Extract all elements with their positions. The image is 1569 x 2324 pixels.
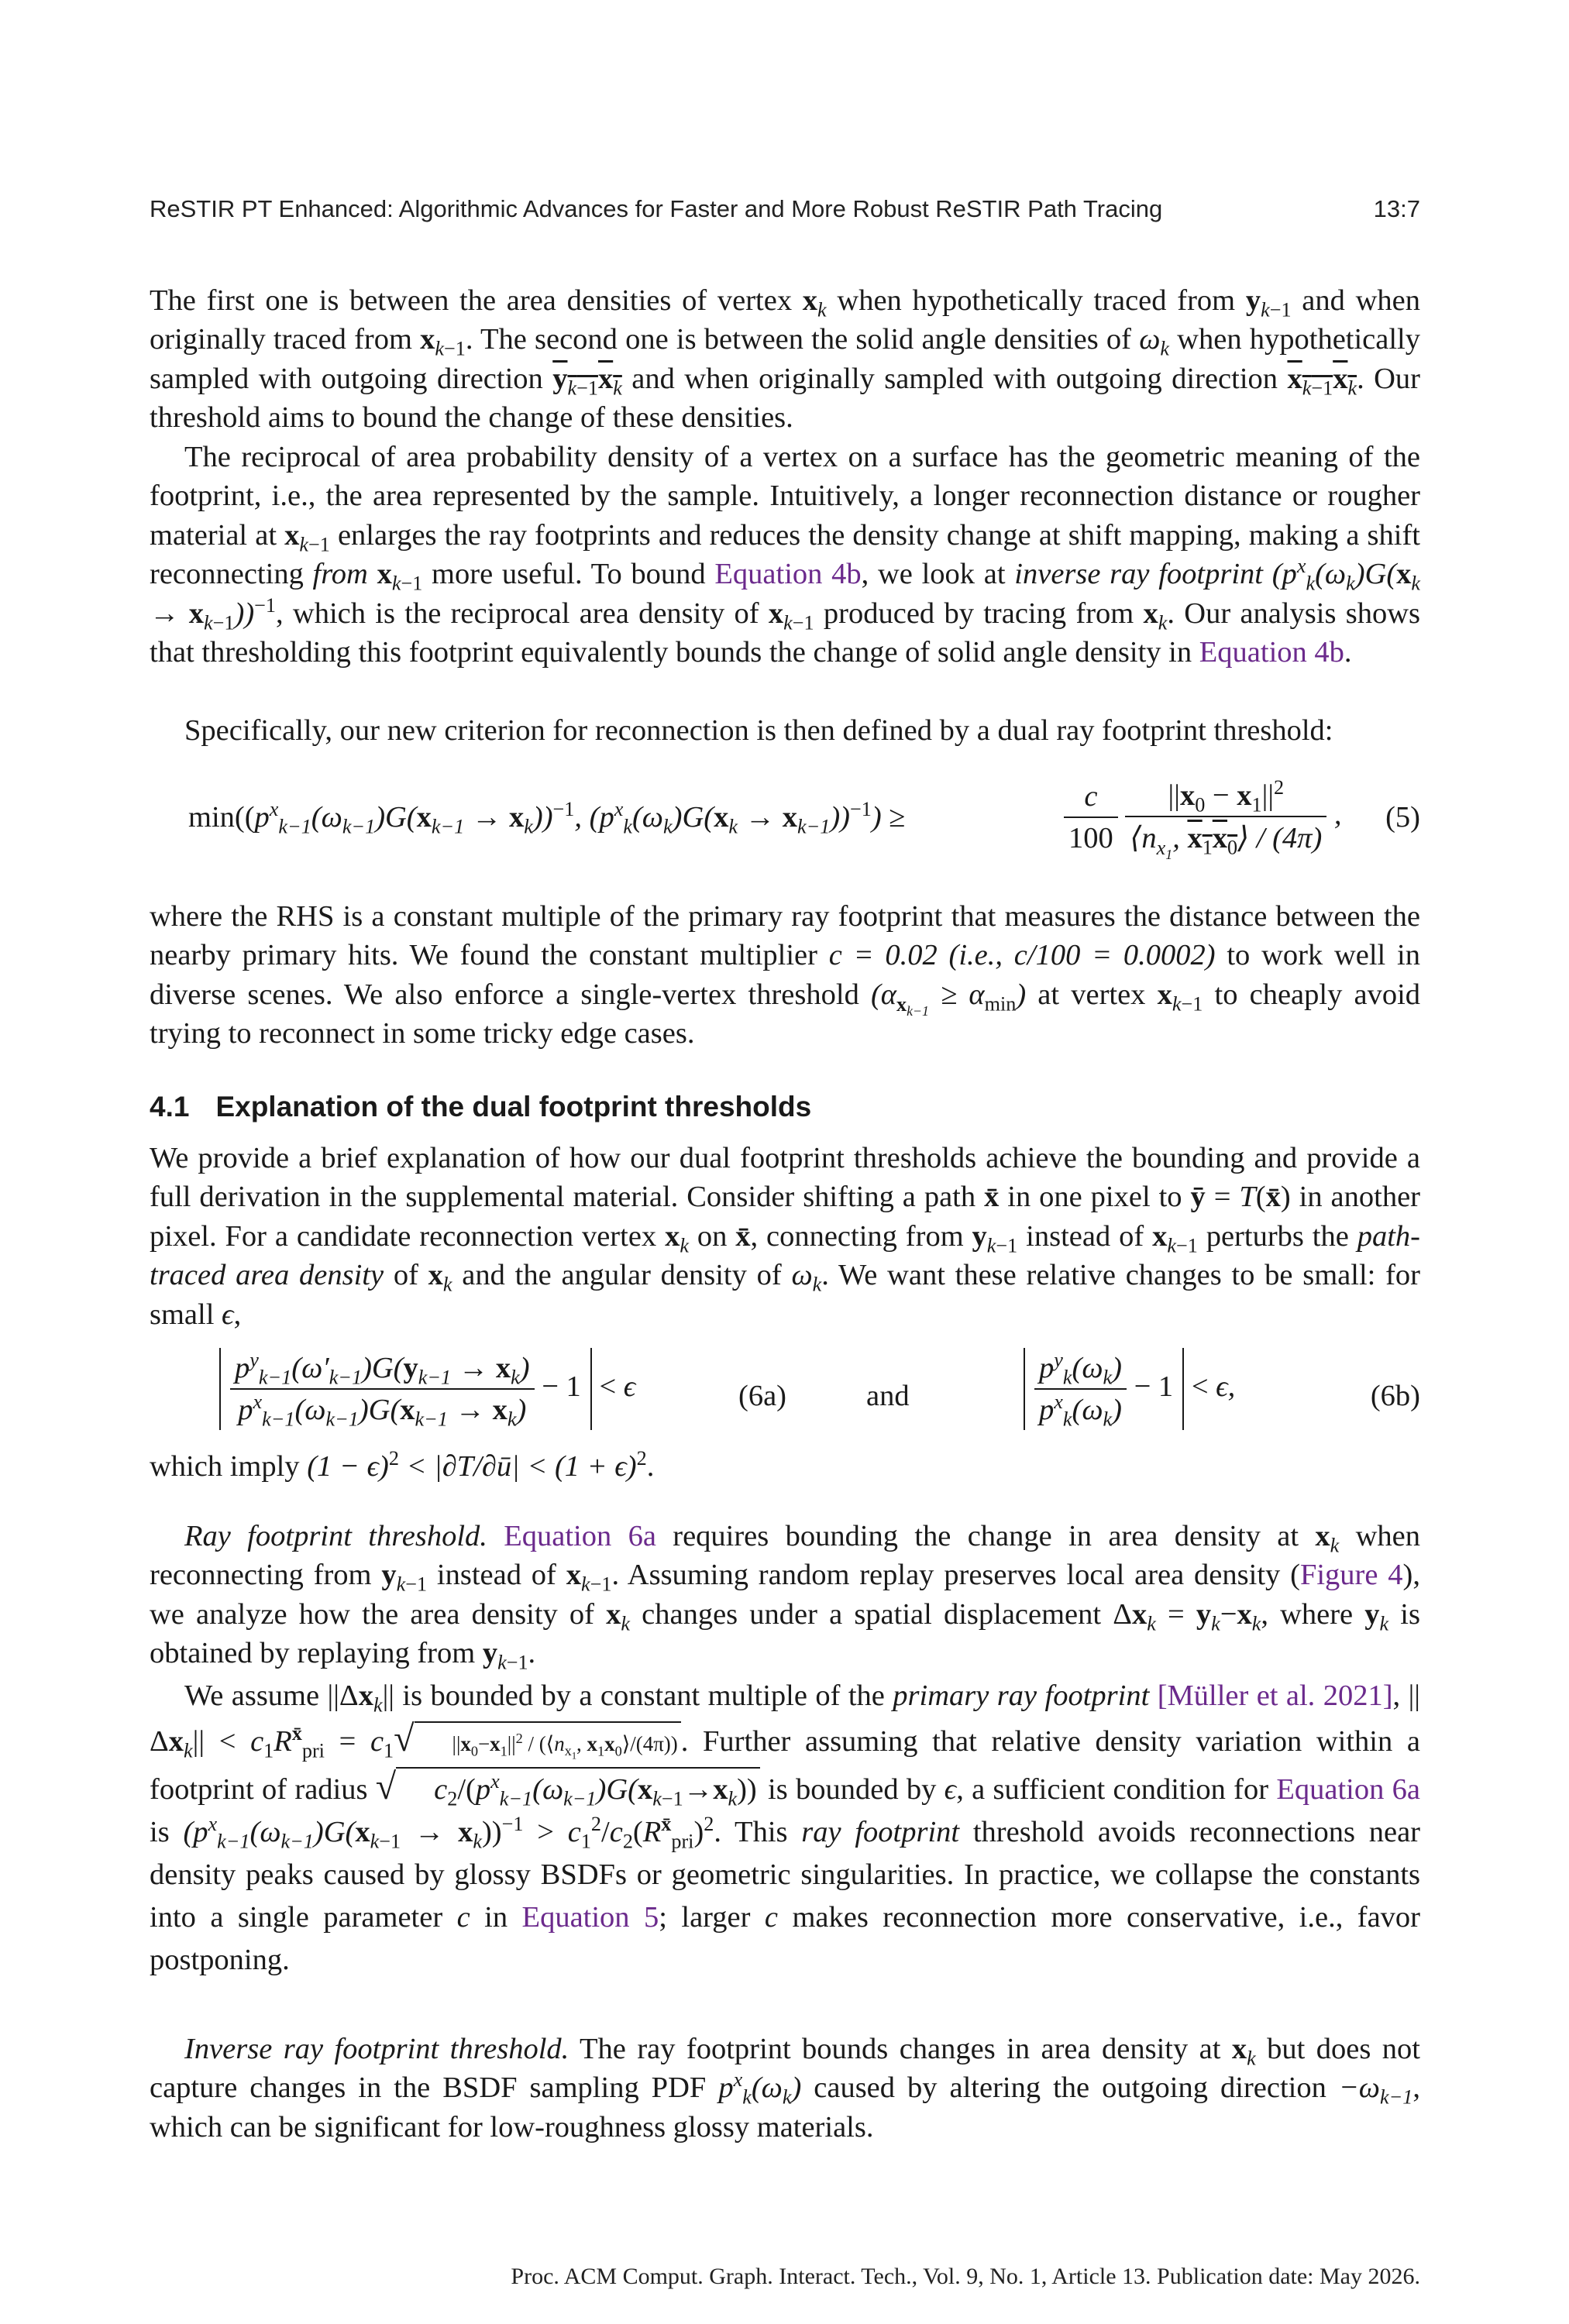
equation-4b-link[interactable]: Equation 4b [714,558,862,591]
equation-6b-number: (6b) [1370,1380,1420,1412]
page-footer: Proc. ACM Comput. Graph. Interact. Tech., Vol. 9, No. 1, Article 13. Publication date: May 2026. [511,2264,1420,2289]
equation-5-link[interactable]: Equation 5 [521,1901,659,1934]
paragraph-inverse-ray-footprint-threshold: Inverse ray footprint threshold. The ray footprint bounds changes in area density at $x_k$ but does not capture changes in the BSDF sampling PDF $p^x_k(\omega_k)$ caused by altering the outgoing direction $-\omega_{k-1}$, which can be significant for low-roughness glossy materials. [150,2033,1420,2144]
ray-footprint-title: Ray footprint threshold. [184,1520,487,1552]
section-heading [150,1091,811,1123]
inverse-ray-footprint-title: Inverse ray footprint threshold. [184,2033,569,2065]
figure-4-link[interactable]: Figure 4 [1299,1559,1403,1592]
equation-6a-number: (6a) [738,1380,786,1412]
paragraph-rhs: where the RHS is a constant multiple of the primary ray footprint that measures the distance between the nearby primary hits. We found the constant multiplier c = 0.02 (i.e., c/100 = 0.0002) to work well in diverse scenes. We also enforce a single-vertex threshold $(\alpha_{x_{k-1}} \ge \alpha_{min})$ at vertex $x_{k-1}$ to cheaply avoid trying to reconnect in some tricky edge cases. [150,900,1421,1050]
equation-5-number: (5) [1385,801,1420,834]
citation-muller-2021[interactable]: [Müller et al. 2021] [1157,1679,1393,1712]
equation-6a-link[interactable]: Equation 6a [504,1520,656,1552]
paragraph-assumption: We assume $||\Delta x_k||$ is bounded by a constant multiple of the primary ray footprint [Müller et al. 2021], $||\Delta x_k|| < c_1R^{x̄}_{pri} = c_1√$ $||x_0-x_1||^2$ / ($⟨n_{x_1}$, $x_1x_0⟩/(4\pi)$) . Further assuming that relative density variation within a footprint of radius √ $c_2/(p^x_{k-1}(\omega_{k-1})G(x_{k-1}\to x_k))$ is bounded by ϵ, a sufficient condition for Equation 6a is $(p^x_{k-1}(\omega_{k-1})G(x_{k-1} \to x_k))^{-1} > c_1^2/c_2(R^{x̄}_{pri})^2$. This ray footprint threshold avoids reconnections near density peaks caused by glossy BSDFs or geometric singularities. In practice, we collapse the constants into a single parameter c in Equation 5; larger c makes reconnection more conservative, i.e., favor postponing. [150,1679,1421,1976]
section-number: 4.1 [150,1091,190,1122]
paragraph-criterion: Specifically, our new criterion for reconnection is then defined by a dual ray footprint threshold: [184,714,1333,747]
page-reference: 13:7 [1373,195,1420,222]
paragraph-explanation: We provide a brief explanation of how our dual footprint thresholds achieve the bounding and provide a full derivation in the supplemental material. Consider shifting a path x̄ in one pixel to ȳ = T(x̄) in another pixel. For a candidate reconnection vertex $x_k$ on x̄, connecting from $y_{k-1}$ instead of $x_{k-1}$ perturbs the path-traced area density of $x_k$ and the angular density of $\omega_k$. We want these relative changes to be small: for small ϵ, [150,1142,1421,1331]
running-header [150,195,1420,223]
paragraph-implication: which imply $(1 - \epsilon)^2$ < |∂T/∂ū| < $(1 + \epsilon)^2$. [150,1447,655,1483]
running-title: ReSTIR PT Enhanced: Algorithmic Advances for Faster and More Robust ReSTIR Path Tracing [150,195,1163,222]
equation-4b-link-2[interactable]: Equation 4b [1199,636,1344,669]
equation-6-and: and [866,1380,910,1412]
section-title: Explanation of the dual footprint thresholds [215,1091,812,1122]
equation-6a-link-2[interactable]: Equation 6a [1276,1773,1420,1806]
paragraph-density-ratios: The first one is between the area densities of vertex $x_k$ when hypothetically traced from $y_{k-1}$ and when originally traced from $x_{k-1}$. The second one is between the solid angle densities of $\omega_k$ when hypothetically sampled with outgoing direction $y_{k-1}x_k$ and when originally sampled with outgoing direction $x_{k-1}x_k$. Our threshold aims to bound the change of these densities. [150,284,1421,435]
paragraph-footprint-meaning: The reciprocal of area probability density of a vertex on a surface has the geometric meaning of the footprint, i.e., the area represented by the sample. Intuitively, a longer reconnection distance or rougher material at $x_{k-1}$ enlarges the ray footprints and reduces the density change at shift mapping, making a shift reconnecting from $x_{k-1}$ more useful. To bound Equation 4b, we look at inverse ray footprint $(p^x_k(\omega_k)G(x_k \to x_{k-1}))^{-1}$, which is the reciprocal area density of $x_{k-1}$ produced by tracing from $x_k$. Our analysis shows that thresholding this footprint equivalently bounds the change of solid angle density in Equation 4b. [150,441,1421,669]
equation-6: $\frac{p^y_{k-1}(\omega'_{k-1})G(y_{k-1} \to x_k)}{p^x_{k-1}(\omega_{k-1})G(x_{k-1} \to x_k)}$ − 1 < ϵ (6a) and $\frac{p^y_k(\omega_k)}{p^x_k(\omega_k)}$ − 1 < ϵ, (6b) [150,1348,1420,1449]
equation-5: $\min((p^x_{k-1}(\omega_{k-1})G(x_{k-1} \to x_k))^{-1}$, $(p^x_k(\omega_k)G(x_k \to x_{k-1}))^{-1}$) ≥ $\frac{c}{100}$ $\frac{||x_0 - x_1||^2}{⟨n_{x_1}, x_1x_0⟩ / (4\pi)}$ , (5) [188,776,1420,862]
paragraph-ray-footprint-threshold: Ray footprint threshold. Equation 6a requires bounding the change in area density at $x_k$ when reconnecting from $y_{k-1}$ instead of $x_{k-1}$. Assuming random replay preserves local area density (Figure 4), we analyze how the area density of $x_k$ changes under a spatial displacement $\Delta x_k = y_k-x_k$, where $y_k$ is obtained by replaying from $y_{k-1}$. [150,1520,1420,1674]
